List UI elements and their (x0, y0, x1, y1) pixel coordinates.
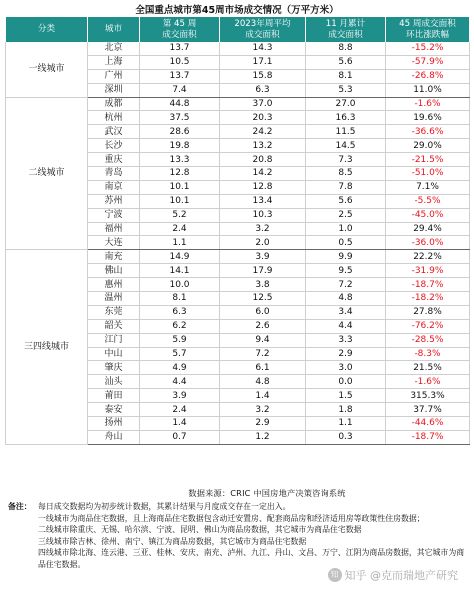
watermark (328, 567, 459, 583)
avg2023-cell: 3.8 (220, 278, 306, 292)
avg2023-cell: 20.8 (220, 153, 306, 167)
nov-cum-cell: 9.9 (306, 250, 386, 264)
week45-cell: 5.7 (140, 347, 220, 361)
city-cell: 宁波 (88, 208, 140, 222)
week45-cell: 6.3 (140, 305, 220, 319)
week45-cell: 14.9 (140, 250, 220, 264)
avg2023-cell: 20.3 (220, 111, 306, 125)
footnote-line: 每日成交数据均为初步统计数据，其累计结果与月度成交存在一定出入。 (38, 502, 291, 511)
change-cell: -15.2% (386, 42, 470, 55)
week45-cell: 13.7 (140, 69, 220, 83)
change-cell: -1.6% (386, 97, 470, 111)
week45-cell: 2.4 (140, 403, 220, 417)
change-cell: -1.6% (386, 375, 470, 389)
avg2023-cell: 24.2 (220, 125, 306, 139)
change-cell: -44.6% (386, 417, 470, 431)
nov-cum-cell: 7.8 (306, 180, 386, 194)
header-nov-cum: 11 月累计 成交面积 (306, 17, 386, 42)
nov-cum-cell: 3.0 (306, 361, 386, 375)
week45-cell: 44.8 (140, 97, 220, 111)
change-cell: 22.2% (386, 250, 470, 264)
nov-cum-cell: 14.5 (306, 139, 386, 153)
zhihu-icon: 知 (328, 568, 342, 582)
change-cell: -31.9% (386, 264, 470, 278)
nov-cum-cell: 16.3 (306, 111, 386, 125)
change-cell: -21.5% (386, 153, 470, 167)
nov-cum-cell: 2.5 (306, 208, 386, 222)
footnote-body (38, 501, 468, 571)
avg2023-cell: 37.0 (220, 97, 306, 111)
change-cell: -5.5% (386, 194, 470, 208)
avg2023-cell: 3.2 (220, 403, 306, 417)
avg2023-cell: 6.0 (220, 305, 306, 319)
header-city: 城市 (88, 17, 140, 42)
week45-cell: 37.5 (140, 111, 220, 125)
table-row (6, 42, 470, 55)
nov-cum-cell: 8.8 (306, 42, 386, 55)
city-cell: 扬州 (88, 417, 140, 431)
city-cell: 韶关 (88, 319, 140, 333)
change-cell: -76.2% (386, 319, 470, 333)
week45-cell: 10.5 (140, 55, 220, 69)
city-cell: 泰安 (88, 403, 140, 417)
avg2023-cell: 9.4 (220, 333, 306, 347)
city-cell: 中山 (88, 347, 140, 361)
nov-cum-cell: 0.3 (306, 430, 386, 444)
header-week45: 第 45 周 成交面积 (140, 17, 220, 42)
avg2023-cell: 6.3 (220, 83, 306, 97)
avg2023-cell: 3.2 (220, 222, 306, 236)
city-cell: 福州 (88, 222, 140, 236)
city-cell: 莆田 (88, 389, 140, 403)
change-cell: -26.8% (386, 69, 470, 83)
week45-cell: 13.3 (140, 153, 220, 167)
tier-label: 三四线城市 (6, 250, 88, 444)
avg2023-cell: 1.2 (220, 430, 306, 444)
week45-cell: 8.1 (140, 292, 220, 306)
city-cell: 杭州 (88, 111, 140, 125)
week45-cell: 1.1 (140, 236, 220, 250)
week45-cell: 6.2 (140, 319, 220, 333)
change-cell: -36.0% (386, 236, 470, 250)
avg2023-cell: 12.8 (220, 180, 306, 194)
footnote-line: 一线城市为商品住宅数据，且上海商品住宅数据包含动迁安置房、配套商品房和经济适用房等政策性住房数据； (38, 513, 425, 523)
nov-cum-cell: 1.0 (306, 222, 386, 236)
change-cell: -51.0% (386, 167, 470, 181)
change-cell: -18.7% (386, 430, 470, 444)
change-cell: -8.3% (386, 347, 470, 361)
footnote-line: 四线城市除北海、连云港、三亚、桂林、安庆、南充、泸州、九江、丹山、文昌、万宁、江阴为商品房数据，其它城市为商品住宅数据。 (38, 548, 465, 569)
change-cell: 315.3% (386, 389, 470, 403)
avg2023-cell: 13.2 (220, 139, 306, 153)
tier-label: 二线城市 (6, 97, 88, 250)
week45-cell: 14.1 (140, 264, 220, 278)
table-row (6, 97, 470, 111)
nov-cum-cell: 1.5 (306, 389, 386, 403)
week45-cell: 12.8 (140, 167, 220, 181)
nov-cum-cell: 4.8 (306, 292, 386, 306)
footnote-label: 备注： (8, 502, 32, 511)
nov-cum-cell: 7.2 (306, 278, 386, 292)
week45-cell: 3.9 (140, 389, 220, 403)
city-cell: 成都 (88, 97, 140, 111)
city-cell: 肇庆 (88, 361, 140, 375)
table-body (6, 42, 470, 444)
week45-cell: 4.4 (140, 375, 220, 389)
week45-cell: 13.7 (140, 42, 220, 55)
avg2023-cell: 6.1 (220, 361, 306, 375)
week45-cell: 4.9 (140, 361, 220, 375)
city-cell: 南京 (88, 180, 140, 194)
avg2023-cell: 12.5 (220, 292, 306, 306)
city-cell: 青岛 (88, 167, 140, 181)
header-avg2023: 2023年周平均 成交面积 (220, 17, 306, 42)
city-cell: 佛山 (88, 264, 140, 278)
week45-cell: 0.7 (140, 430, 220, 444)
nov-cum-cell: 1.1 (306, 417, 386, 431)
avg2023-cell: 1.4 (220, 389, 306, 403)
avg2023-cell: 2.9 (220, 417, 306, 431)
week45-cell: 7.4 (140, 83, 220, 97)
change-cell: 11.0% (386, 83, 470, 97)
nov-cum-cell: 3.4 (306, 305, 386, 319)
nov-cum-cell: 4.4 (306, 319, 386, 333)
nov-cum-cell: 11.5 (306, 125, 386, 139)
change-cell: -36.6% (386, 125, 470, 139)
change-cell: 19.6% (386, 111, 470, 125)
footnote-line: 二线城市除重庆、无锡、哈尔滨、宁波、昆明、佛山为商品房数据，其它城市为商品住宅数据 (38, 525, 362, 535)
nov-cum-cell: 0.0 (306, 375, 386, 389)
city-cell: 惠州 (88, 278, 140, 292)
change-cell: 27.8% (386, 305, 470, 319)
nov-cum-cell: 27.0 (306, 97, 386, 111)
nov-cum-cell: 8.5 (306, 167, 386, 181)
nov-cum-cell: 5.3 (306, 83, 386, 97)
week45-cell: 28.6 (140, 125, 220, 139)
watermark-text: 知乎 @克而瑞地产研究 (344, 569, 458, 582)
week45-cell: 2.4 (140, 222, 220, 236)
avg2023-cell: 4.8 (220, 375, 306, 389)
week45-cell: 1.4 (140, 417, 220, 431)
avg2023-cell: 14.2 (220, 167, 306, 181)
avg2023-cell: 14.3 (220, 42, 306, 55)
nov-cum-cell: 9.5 (306, 264, 386, 278)
avg2023-cell: 2.0 (220, 236, 306, 250)
footnote-line: 三线城市除吉林、徐州、南宁、镇江为商品房数据，其它城市为商品住宅数据 (38, 536, 307, 546)
table-title: 全国重点城市第45周市场成交情况（万平方米） (135, 5, 339, 16)
nov-cum-cell: 0.5 (306, 236, 386, 250)
city-cell: 江门 (88, 333, 140, 347)
week45-cell: 10.1 (140, 180, 220, 194)
city-cell: 南充 (88, 250, 140, 264)
avg2023-cell: 3.9 (220, 250, 306, 264)
city-cell: 上海 (88, 55, 140, 69)
table-header (6, 17, 470, 42)
city-cell: 深圳 (88, 83, 140, 97)
nov-cum-cell: 8.1 (306, 69, 386, 83)
nov-cum-cell: 5.6 (306, 194, 386, 208)
city-cell: 舟山 (88, 430, 140, 444)
nov-cum-cell: 5.6 (306, 55, 386, 69)
change-cell: -57.9% (386, 55, 470, 69)
avg2023-cell: 10.3 (220, 208, 306, 222)
avg2023-cell: 15.8 (220, 69, 306, 83)
week45-cell: 10.1 (140, 194, 220, 208)
change-cell: 7.1% (386, 180, 470, 194)
change-cell: -45.0% (386, 208, 470, 222)
tier-label: 一线城市 (6, 42, 88, 97)
change-cell: 29.0% (386, 139, 470, 153)
avg2023-cell: 17.9 (220, 264, 306, 278)
table-row (6, 250, 470, 264)
city-cell: 汕头 (88, 375, 140, 389)
footnote (8, 501, 468, 571)
nov-cum-cell: 7.3 (306, 153, 386, 167)
week45-cell: 5.2 (140, 208, 220, 222)
nov-cum-cell: 2.9 (306, 347, 386, 361)
city-cell: 广州 (88, 69, 140, 83)
city-cell: 温州 (88, 292, 140, 306)
city-cell: 大连 (88, 236, 140, 250)
transaction-table (5, 17, 470, 445)
change-cell: -28.5% (386, 333, 470, 347)
city-cell: 长沙 (88, 139, 140, 153)
change-cell: -18.2% (386, 292, 470, 306)
change-cell: 21.5% (386, 361, 470, 375)
nov-cum-cell: 3.3 (306, 333, 386, 347)
city-cell: 东莞 (88, 305, 140, 319)
nov-cum-cell: 1.8 (306, 403, 386, 417)
week45-cell: 19.8 (140, 139, 220, 153)
city-cell: 北京 (88, 42, 140, 55)
week45-cell: 5.9 (140, 333, 220, 347)
avg2023-cell: 17.1 (220, 55, 306, 69)
avg2023-cell: 2.6 (220, 319, 306, 333)
header-category: 分类 (6, 17, 88, 42)
change-cell: 29.4% (386, 222, 470, 236)
change-cell: -18.7% (386, 278, 470, 292)
data-source: 数据来源：CRIC 中国房地产决策咨询系统 (188, 488, 346, 498)
week45-cell: 10.0 (140, 278, 220, 292)
city-cell: 重庆 (88, 153, 140, 167)
city-cell: 武汉 (88, 125, 140, 139)
avg2023-cell: 7.2 (220, 347, 306, 361)
change-cell: 37.7% (386, 403, 470, 417)
avg2023-cell: 13.4 (220, 194, 306, 208)
header-yoy: 45 周成交面积 环比涨跌幅 (386, 17, 470, 42)
city-cell: 苏州 (88, 194, 140, 208)
